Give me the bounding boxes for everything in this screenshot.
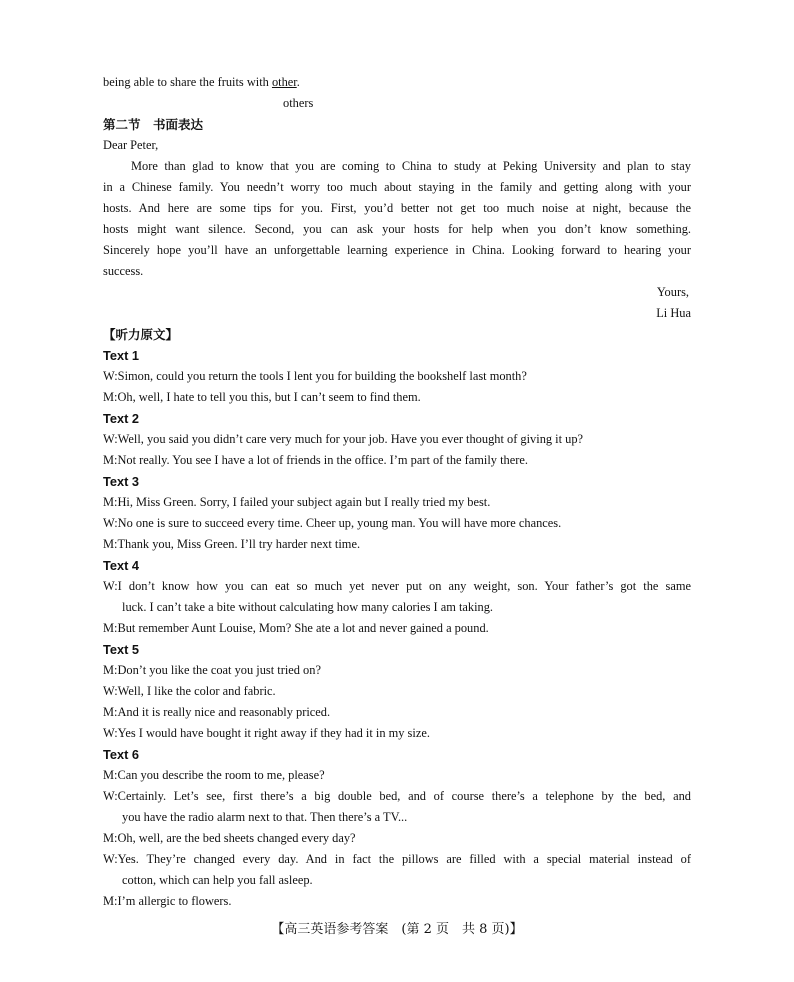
dialogue-line: W:Yes. They’re changed every day. And in fact the pillows are filled with a special material instead of <box>103 852 691 866</box>
text-title: Text 3 <box>103 474 140 489</box>
text-title: Text 1 <box>103 348 140 363</box>
letter-body-line: success. <box>103 264 144 278</box>
dialogue-line: W:Certainly. Let’s see, first there’s a big double bed, and of course there’s a telephone by the bed, and <box>103 789 691 803</box>
answer-page <box>103 72 691 912</box>
correction-line <box>103 72 691 93</box>
dialogue-line: M:Don’t you like the coat you just tried on? <box>103 663 321 677</box>
dialogue-continuation: cotton, which can help you fall asleep. <box>122 873 313 887</box>
text-title: Text 5 <box>103 642 140 657</box>
dialogue-line: M:Not really. You see I have a lot of friends in the office. I’m part of the family there. <box>103 453 528 467</box>
text-title: Text 6 <box>103 747 140 762</box>
page-footer: 【高三英语参考答案 (第 2 页 共 8 页)】 <box>271 922 523 937</box>
dialogue-line: M:And it is really nice and reasonably priced. <box>103 705 331 719</box>
letter-signature: Li Hua <box>656 306 691 320</box>
letter-body-line: hosts might want silence. Second, you can ask your hosts for help when you don’t know something. <box>103 222 691 236</box>
dialogue-line: M:Oh, well, are the bed sheets changed every day? <box>103 831 356 845</box>
letter-body-line: in a Chinese family. You needn’t worry too much about staying in the family and getting along with your <box>103 180 691 194</box>
dialogue-line: W:Well, you said you didn’t care very much for your job. Have you ever thought of giving it up? <box>103 432 584 446</box>
dialogue-continuation: luck. I can’t take a bite without calculating how many calories I am taking. <box>122 600 494 614</box>
correction-fix: others <box>283 96 314 110</box>
dialogue-line: W:No one is sure to succeed every time. Cheer up, young man. You will have more chances. <box>103 516 562 530</box>
dialogue-line: W:Well, I like the color and fabric. <box>103 684 276 698</box>
dialogue-line: W:Yes I would have bought it right away if they had it in my size. <box>103 726 430 740</box>
dialogue-line: M:Oh, well, I hate to tell you this, but I can’t seem to find them. <box>103 390 421 404</box>
dialogue-line: M:But remember Aunt Louise, Mom? She ate a lot and never gained a pound. <box>103 621 489 635</box>
underlined-error-word: other <box>271 75 297 89</box>
dialogue-line: M:Thank you, Miss Green. I’ll try harder next time. <box>103 537 361 551</box>
letter-body-line: More than glad to know that you are coming to China to study at Peking University and plan to stay <box>131 159 691 173</box>
writing-section-heading: 第二节 书面表达 <box>103 117 204 132</box>
correction-punct: . <box>296 75 300 89</box>
correction-text: being able to share the fruits with <box>103 75 272 89</box>
dialogue-line: M:Can you describe the room to me, please? <box>103 768 325 782</box>
dialogue-continuation: you have the radio alarm next to that. Then there’s a TV... <box>122 810 408 824</box>
listening-heading: 【听力原文】 <box>103 327 179 342</box>
text-title: Text 2 <box>103 411 140 426</box>
letter-body-line: hosts. And here are some tips for you. First, you’d better not get too much noise at night, because the <box>103 201 691 215</box>
dialogue-line: M:I’m allergic to flowers. <box>103 894 232 908</box>
text-title: Text 4 <box>103 558 140 573</box>
letter-salutation: Dear Peter, <box>103 138 159 152</box>
dialogue-line: M:Hi, Miss Green. Sorry, I failed your subject again but I really tried my best. <box>103 495 491 509</box>
dialogue-line: W:I don’t know how you can eat so much yet never put on any weight, son. Your father’s got the same <box>103 579 691 593</box>
dialogue-line: W:Simon, could you return the tools I lent you for building the bookshelf last month? <box>103 369 527 383</box>
letter-body-line: Sincerely hope you’ll have an unforgettable learning experience in China. Looking forward to hearing your <box>103 243 691 257</box>
letter-closing: Yours, <box>656 285 689 299</box>
